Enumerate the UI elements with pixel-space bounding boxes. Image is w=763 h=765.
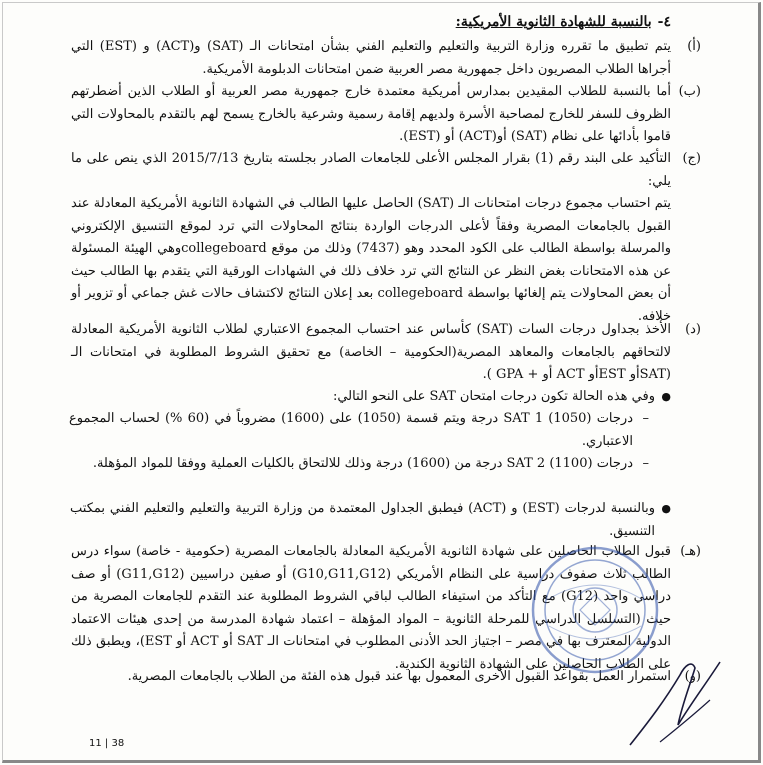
signature-icon	[620, 650, 730, 750]
bullet-text: وفي هذه الحالة تكون درجات امتحان SAT على النحو التالي:	[332, 389, 655, 404]
clause-text: قبول الطلاب الحاصلين على شهادة الثانوية الأمريكية المعادلة بالجامعات المصرية (حكومية - خاصة) سواء درس الطالب ثلاث صفوف دراسية على النظام الأمريكي (G10,G11,G12) أو صفين دراسيين (G11,G12) أو صف دراسي واحد (G12) مع التأكد من استيفاء الطالب لباقي الشروط المطلوبة عند التقدم للجامعات المصرية من حيث (التسلسل الدراسي للمرحلة الثانوية – المواد المؤهلة – اعتماد شهادة المدرسة من إحدى هيئات الاعتماد الدولية المعترف بها في مصر – اجتياز الحد الأدنى المطلوب في امتحانات الـ SAT أو ACT أو EST)، ويطبق ذلك على الطلاب الحاصلين على الشهادة الثانوية الكندية.	[71, 544, 672, 672]
clause-label: (ب)	[678, 84, 701, 99]
dash-marker-icon: –	[642, 411, 649, 426]
clause-c-paragraph: يتم احتساب مجموع درجات امتحانات الـ (SAT) الحاصل عليها الطالب في الشهادة الثانوية الأمريكية المعادلة عند القبول بالجامعات المصرية وفقاً لأعلى الدرجات الواردة بنتائج المحاولات التي ترد لموقع التنسيق الإلكتروني والمرسلة بواسطة الطالب على الكود المحدد وهو (7437) وذلك من موقع collegeboardوهي الهيئة المسئولة عن هذه الامتحانات بغض النظر عن النتائج التي ترد خلاف ذلك في الشهادات الورقية التي يتقدم بها الطالب حيث أن بعض المحاولات يتم إلغائها بواسطة collegeboard بعد إعلان النتائج لاكتشاف حالات غش جماعي أو تزوير أو خلافه.	[71, 196, 672, 324]
clause-text: استمرار العمل بقواعد القبول الأخرى المعمول بها عند قبول هذه الفئة من الطلاب بالجامعات المصرية.	[127, 669, 671, 684]
dash-text: درجات SAT 2 (1100) درجة من (1600) درجة وذلك للالتحاق بالكليات العملية ووفقا للمواد المؤهلة.	[92, 456, 633, 471]
clause-text: التأكيد على البند رقم (1) بقرار المجلس الأعلى للجامعات الصادر بجلسته بتاريخ 2015/7/13 الذي ينص على ما يلي:	[71, 151, 671, 189]
clause-d	[71, 319, 701, 387]
section-heading	[456, 14, 671, 30]
bullet-dot-icon: ●	[661, 390, 671, 403]
clause-label: (د)	[685, 322, 701, 337]
clause-label: (أ)	[687, 39, 701, 54]
clause-label: (ج)	[682, 151, 701, 166]
dash-marker-icon: –	[642, 456, 649, 471]
clause-c	[71, 148, 701, 193]
section-number: ٤-	[657, 14, 671, 30]
clause-a	[71, 36, 701, 81]
page-number: 11 | 38	[89, 738, 125, 749]
dash-item	[69, 408, 649, 453]
bullet-text: وبالنسبة لدرجات (EST) و (ACT) فيطبق الجداول المعتمدة من وزارة التربية والتعليم والتعليم الفني بمكتب التنسيق.	[70, 501, 655, 539]
dash-item	[69, 453, 649, 476]
clause-text: الأخذ بجداول درجات السات (SAT) كأساس عند احتساب المجموع الاعتباري لطلاب الثانوية الأمريكية المعادلة لالتحاقهم بالجامعات والمعاهد المصرية(الحكومية – الخاصة) مع تحقيق الشروط المطلوبة في امتحانات الـ (SATأو ESTأو ACT أو + GPA ).	[71, 322, 671, 382]
bullet-item	[70, 498, 671, 543]
clause-text: أما بالنسبة للطلاب المقيدين بمدارس أمريكية معتمدة خارج جمهورية مصر العربية أو الطلاب الذين أضطرتهم الظروف للسفر للخارج لمصاحبة الأسرة ولديهم إقامة رسمية وشرعية بالخارج يسمح لهم بالتقدم بالمحاولات التي قاموا بأدائها على نظام (SAT) أو(ACT) أو (EST).	[71, 84, 671, 144]
bullet-item	[70, 386, 671, 409]
clause-label: (هـ)	[680, 544, 701, 559]
section-title: بالنسبة للشهادة الثانوية الأمريكية:	[455, 14, 652, 30]
dash-text: درجات SAT 1 (1050) درجة ويتم قسمة (1050) على (1600) مضروباً في (60 %) لحساب المجموع الاعتباري.	[69, 411, 633, 449]
clause-label: (و)	[684, 669, 701, 684]
clause-text: يتم تطبيق ما تقرره وزارة التربية والتعليم والتعليم الفني بشأن امتحانات الـ (SAT) و(ACT) و (EST) التي أجراها الطلاب المصريون داخل جمهورية مصر العربية ضمن امتحانات الدبلومة الأمريكية.	[71, 39, 671, 77]
clause-b	[71, 81, 701, 149]
bullet-dot-icon: ●	[661, 502, 671, 515]
